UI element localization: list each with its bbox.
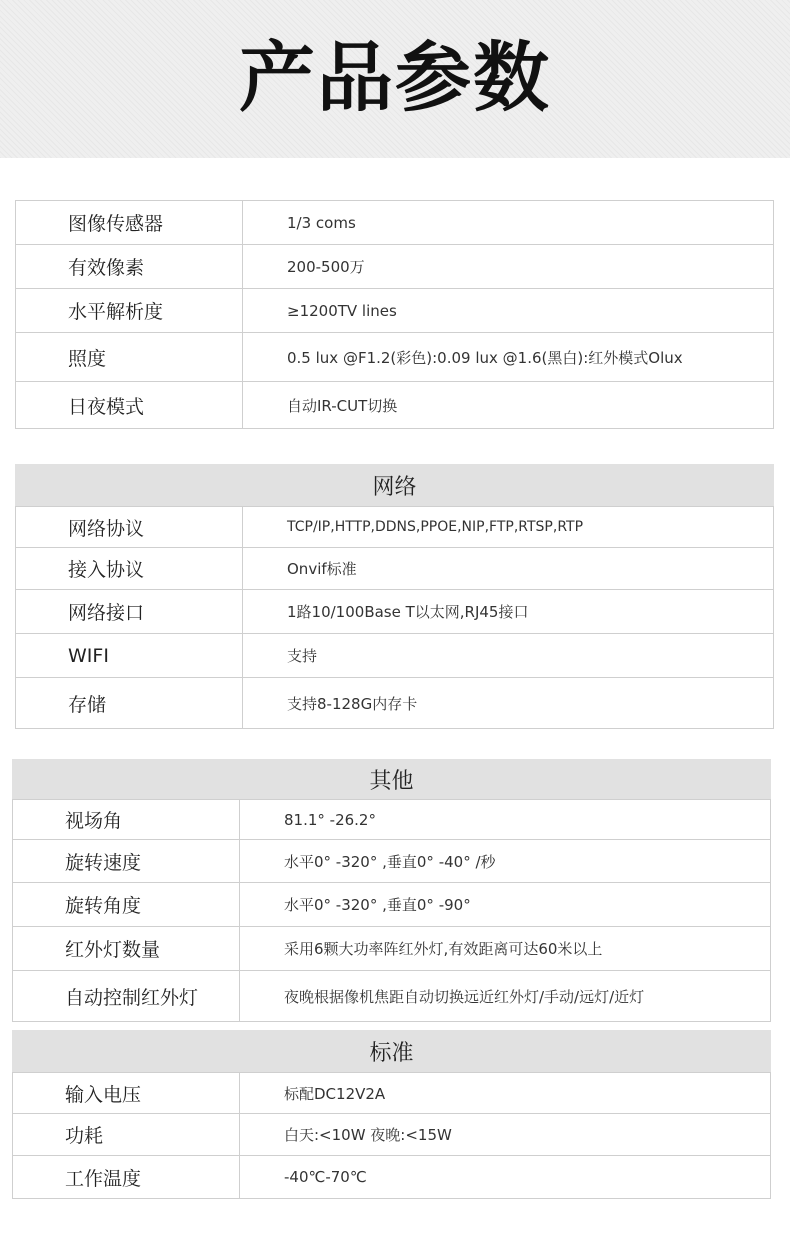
spec-key: 网络协议 <box>16 507 243 548</box>
table-row <box>13 840 771 883</box>
spec-value: 水平0° -320° ,垂直0° -40° /秒 <box>240 840 771 883</box>
section-header: 标准 <box>12 1030 771 1072</box>
spec-key: 存储 <box>16 678 243 729</box>
spec-value: 0.5 lux @F1.2(彩色):0.09 lux @1.6(黑白):红外模式Olux <box>243 333 774 382</box>
spec-table <box>12 799 771 1022</box>
spec-value: TCP/IP,HTTP,DDNS,PPOE,NIP,FTP,RTSP,RTP <box>243 507 774 548</box>
table-row <box>13 883 771 927</box>
table-row <box>16 333 774 382</box>
spec-key: 工作温度 <box>13 1156 240 1199</box>
spec-value: 自动IR-CUT切换 <box>243 382 774 429</box>
section-header: 其他 <box>12 759 771 799</box>
spec-key: 红外灯数量 <box>13 927 240 971</box>
spec-value: 1/3 coms <box>243 201 774 245</box>
spec-value: 1路10/100Base T以太网,RJ45接口 <box>243 590 774 634</box>
spec-key: WIFI <box>16 634 243 678</box>
spec-key: 网络接口 <box>16 590 243 634</box>
table-row <box>16 201 774 245</box>
spec-section-other <box>12 759 771 1022</box>
table-row <box>13 971 771 1022</box>
spec-value: 白天:<10W 夜晚:<15W <box>240 1114 771 1156</box>
spec-key: 视场角 <box>13 800 240 840</box>
spec-value: 支持 <box>243 634 774 678</box>
table-row <box>16 590 774 634</box>
spec-value: 采用6颗大功率阵红外灯,有效距离可达60米以上 <box>240 927 771 971</box>
spec-key: 输入电压 <box>13 1073 240 1114</box>
spec-key: 旋转角度 <box>13 883 240 927</box>
spec-value: -40℃-70℃ <box>240 1156 771 1199</box>
table-row <box>13 1073 771 1114</box>
spec-key: 日夜模式 <box>16 382 243 429</box>
spec-key: 自动控制红外灯 <box>13 971 240 1022</box>
title-banner <box>0 0 790 158</box>
table-row <box>16 678 774 729</box>
spec-key: 功耗 <box>13 1114 240 1156</box>
spec-key: 照度 <box>16 333 243 382</box>
spec-section-standard <box>12 1030 771 1199</box>
spec-key: 水平解析度 <box>16 289 243 333</box>
spec-key: 图像传感器 <box>16 201 243 245</box>
spec-section-image <box>15 200 774 429</box>
table-row <box>13 927 771 971</box>
section-header: 网络 <box>15 464 774 506</box>
spec-key: 有效像素 <box>16 245 243 289</box>
spec-value: 水平0° -320° ,垂直0° -90° <box>240 883 771 927</box>
table-row <box>13 1114 771 1156</box>
spec-value: 标配DC12V2A <box>240 1073 771 1114</box>
spec-value: 200-500万 <box>243 245 774 289</box>
table-row <box>16 382 774 429</box>
spec-key: 旋转速度 <box>13 840 240 883</box>
table-row <box>13 800 771 840</box>
spec-value: 81.1° -26.2° <box>240 800 771 840</box>
spec-section-network <box>15 464 774 729</box>
table-row <box>16 289 774 333</box>
table-row <box>16 634 774 678</box>
table-row <box>16 548 774 590</box>
table-row <box>16 245 774 289</box>
page-title: 产品参数 <box>239 33 551 122</box>
spec-table <box>15 506 774 729</box>
spec-table <box>15 200 774 429</box>
spec-value: 支持8-128G内存卡 <box>243 678 774 729</box>
spec-table <box>12 1072 771 1199</box>
table-row <box>16 507 774 548</box>
table-row <box>13 1156 771 1199</box>
spec-value: Onvif标准 <box>243 548 774 590</box>
spec-key: 接入协议 <box>16 548 243 590</box>
spec-value: ≥1200TV lines <box>243 289 774 333</box>
spec-value: 夜晚根据像机焦距自动切换远近红外灯/手动/远灯/近灯 <box>240 971 771 1022</box>
